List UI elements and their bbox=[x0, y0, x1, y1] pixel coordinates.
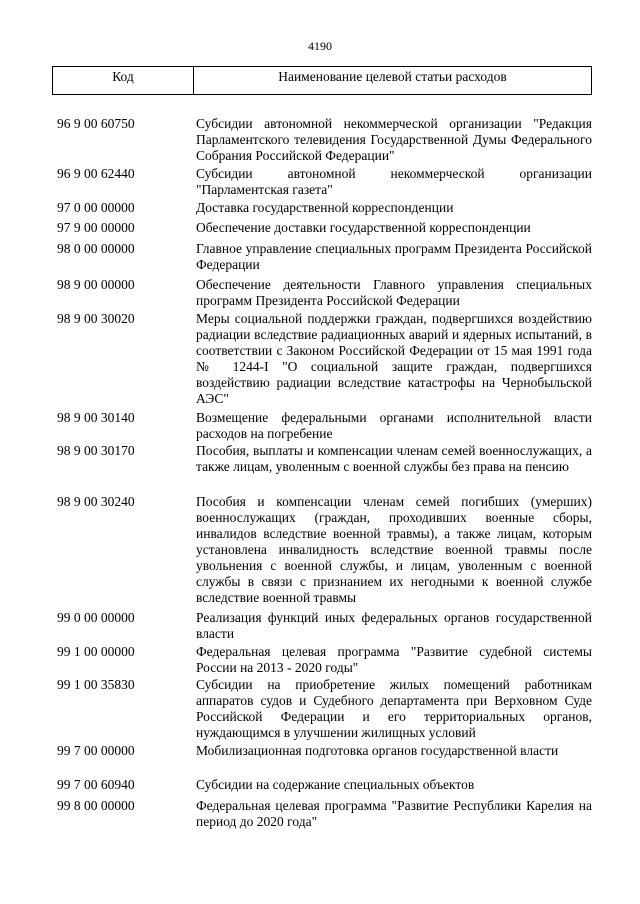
row-code: 98 0 00 00000 bbox=[57, 241, 135, 256]
row-code: 99 1 00 00000 bbox=[57, 644, 135, 659]
row-name: Меры социальной поддержки граждан, подвергшихся воздействию радиации вследствие радиационных аварий и ядерных испытаний, в соответствии с Законом Российской Федерации от 15 мая 1991 года № 1244-I "О социальной защите граждан, подвергшихся воздействию радиации вследствие катастрофы на Чернобыльской АЭС" bbox=[196, 311, 592, 406]
row-name: Пособия и компенсации членам семей погибших (умерших) военнослужащих (граждан, проходивших военные сборы, инвалидов вследствие военной травмы), а также лицам, которым установлена инвалидность вследствие военной травмы после увольнения с военной службы, и лицам, уволенным с военной службы в связи с признанием их негодными к военной службе вследствие военной травмы bbox=[196, 494, 592, 605]
row-code: 99 1 00 35830 bbox=[57, 677, 135, 692]
table-row bbox=[57, 241, 592, 273]
row-name: Реализация функций иных федеральных органов государственной власти bbox=[196, 610, 592, 641]
row-code: 96 9 00 60750 bbox=[57, 116, 135, 131]
table-row bbox=[57, 677, 592, 741]
table-row bbox=[57, 410, 592, 442]
table-row bbox=[57, 311, 592, 407]
table-row bbox=[57, 116, 592, 164]
row-code: 96 9 00 62440 bbox=[57, 166, 135, 181]
row-name: Субсидии автономной некоммерческой организации "Редакция Парламентского телевидения Государственной Думы Федерального Собрания Российской Федерации" bbox=[196, 116, 592, 163]
row-code: 98 9 00 30140 bbox=[57, 410, 135, 425]
table-row bbox=[57, 200, 592, 216]
table-row bbox=[57, 277, 592, 309]
table-row bbox=[57, 166, 592, 198]
table-row bbox=[57, 644, 592, 676]
table-row bbox=[57, 777, 592, 793]
table-header bbox=[52, 66, 592, 95]
row-code: 99 0 00 00000 bbox=[57, 610, 135, 625]
row-code: 98 9 00 30020 bbox=[57, 311, 135, 326]
row-name: Возмещение федеральными органами исполнительной власти расходов на погребение bbox=[196, 410, 592, 441]
row-code: 98 9 00 30240 bbox=[57, 494, 135, 509]
row-code: 99 7 00 60940 bbox=[57, 777, 135, 792]
row-name: Федеральная целевая программа "Развитие судебной системы России на 2013 - 2020 годы" bbox=[196, 644, 592, 675]
row-name: Обеспечение деятельности Главного управления специальных программ Президента Российской Федерации bbox=[196, 277, 592, 308]
page-number: 4190 bbox=[308, 39, 332, 53]
row-name: Мобилизационная подготовка органов государственной власти bbox=[196, 743, 559, 758]
row-code: 97 9 00 00000 bbox=[57, 220, 135, 235]
row-code: 98 9 00 00000 bbox=[57, 277, 135, 292]
row-code: 99 8 00 00000 bbox=[57, 798, 135, 813]
row-name: Пособия, выплаты и компенсации членам семей военнослужащих, а также лицам, уволенным с военной службы без права на пенсию bbox=[196, 443, 592, 474]
row-name: Доставка государственной корреспонденции bbox=[196, 200, 454, 215]
row-name: Федеральная целевая программа "Развитие Республики Карелия на период до 2020 года" bbox=[196, 798, 592, 829]
row-code: 99 7 00 00000 bbox=[57, 743, 135, 758]
table-row bbox=[57, 443, 592, 475]
table-row bbox=[57, 743, 592, 759]
row-name: Главное управление специальных программ Президента Российской Федерации bbox=[196, 241, 592, 272]
header-code: Код bbox=[53, 67, 194, 94]
header-name: Наименование целевой статьи расходов bbox=[278, 69, 507, 84]
table-row bbox=[57, 610, 592, 642]
table-row bbox=[57, 494, 592, 606]
row-name: Обеспечение доставки государственной корреспонденции bbox=[196, 220, 531, 235]
table-row bbox=[57, 798, 592, 830]
row-name: Субсидии на содержание специальных объектов bbox=[196, 777, 475, 792]
row-code: 97 0 00 00000 bbox=[57, 200, 135, 215]
row-name: Субсидии автономной некоммерческой организации "Парламентская газета" bbox=[196, 166, 592, 197]
row-name: Субсидии на приобретение жилых помещений работникам аппаратов судов и Судебного департамента при Верховном Суде Российской Федерации и его территориальных органов, нуждающимся в улучшении жилищных условий bbox=[196, 677, 592, 740]
row-code: 98 9 00 30170 bbox=[57, 443, 135, 458]
table-row bbox=[57, 220, 592, 236]
